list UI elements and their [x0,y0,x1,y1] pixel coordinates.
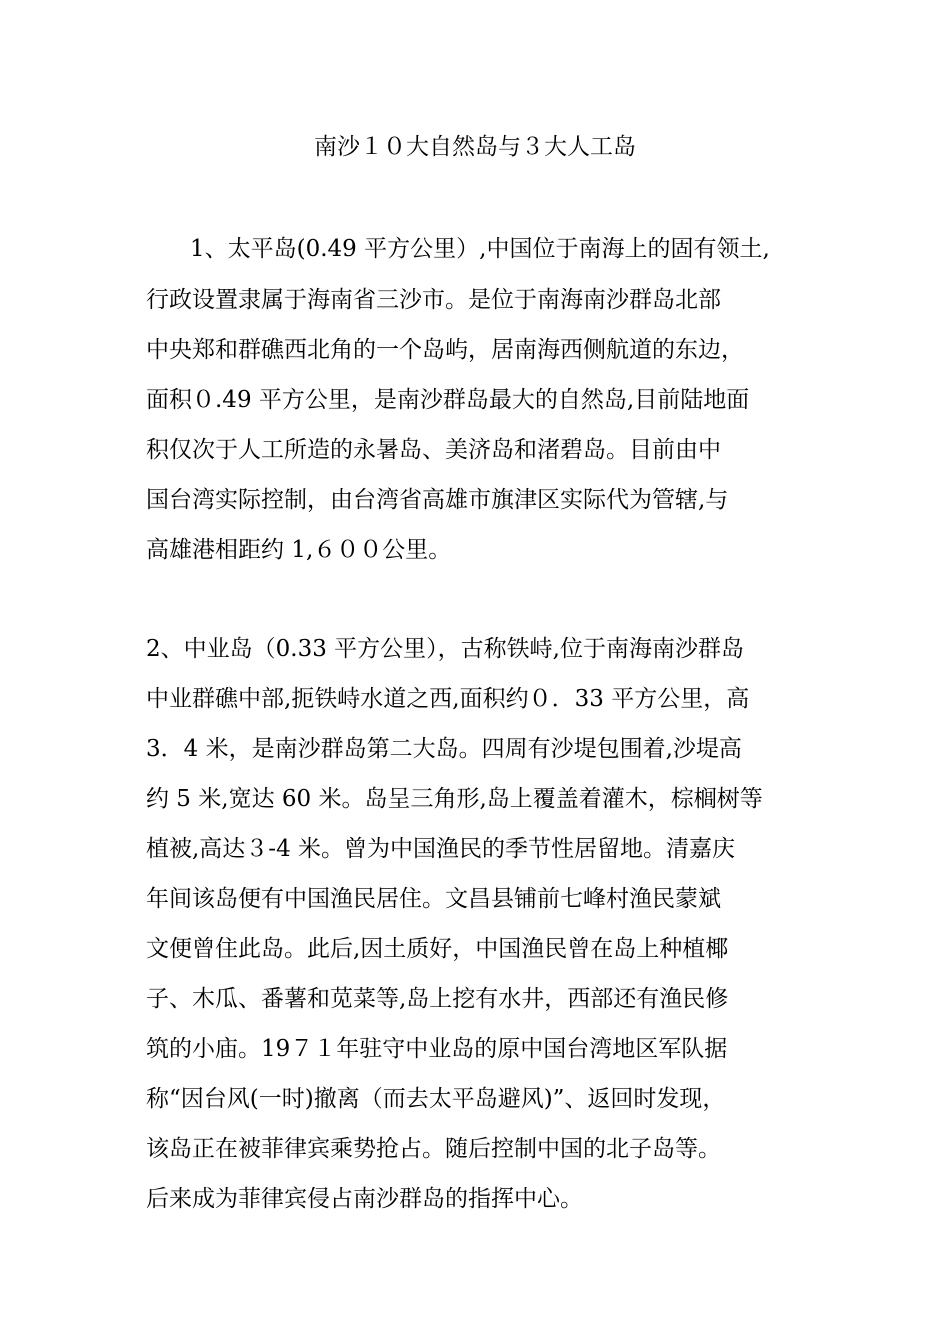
paragraph2-line-2: 中业群礁中部,扼铁峙水道之西,面积约０．33 平方公里，高 [146,686,750,712]
paragraph2-line-10: 称“因台风(一时)撤离（而去太平岛避风)”、返回时发现， [146,1086,726,1112]
paragraph2-line-12: 后来成为菲律宾侵占南沙群岛的指挥中心。 [146,1186,583,1212]
paragraph2-line-3: 3．4 米，是南沙群岛第二大岛。四周有沙堤包围着,沙堤高 [146,736,742,762]
paragraph1-line-7: 高雄港相距约 1,６００公里。 [146,537,452,563]
paragraph2-line-8: 子、木瓜、番薯和苋菜等,岛上挖有水井，西部还有渔民修 [146,986,729,1012]
paragraph1-line-2: 行政设置隶属于海南省三沙市。是位于南海南沙群岛北部 [146,287,721,313]
paragraph1-line-6: 国台湾实际控制，由台湾省高雄市旗津区实际代为管辖,与 [146,487,729,513]
paragraph1-line-5: 积仅次于人工所造的永暑岛、美济岛和渚碧岛。目前由中 [146,437,721,463]
paragraph2-line-5: 植被,高达３-4 米。曾为中国渔民的季节性居留地。清嘉庆 [146,836,736,862]
paragraph2-line-11: 该岛正在被菲律宾乘势抢占。随后控制中国的北子岛等。 [146,1136,721,1162]
paragraph1-line-4: 面积０.49 平方公里，是南沙群岛最大的自然岛,目前陆地面 [146,387,750,413]
document-title: 南沙１０大自然岛与３大人工岛 [314,134,636,160]
paragraph1-line-1: 1、太平岛(0.49 平方公里）,中国位于南海上的固有领土, [190,236,770,262]
paragraph2-line-6: 年间该岛便有中国渔民居住。文昌县铺前七峰村渔民蒙斌 [146,886,721,912]
paragraph2-line-4: 约 5 米,宽达 60 米。岛呈三角形,岛上覆盖着灌木，棕榈树等 [146,786,763,812]
paragraph2-line-7: 文便曾住此岛。此后,因土质好，中国渔民曾在岛上种植椰 [146,936,729,962]
paragraph2-line-9: 筑的小庙。19７１年驻守中业岛的原中国台湾地区军队据 [146,1036,728,1062]
paragraph2-line-1: 2、中业岛（0.33 平方公里），古称铁峙,位于南海南沙群岛 [146,636,744,662]
paragraph1-line-3: 中央郑和群礁西北角的一个岛屿，居南海西侧航道的东边， [146,337,744,363]
